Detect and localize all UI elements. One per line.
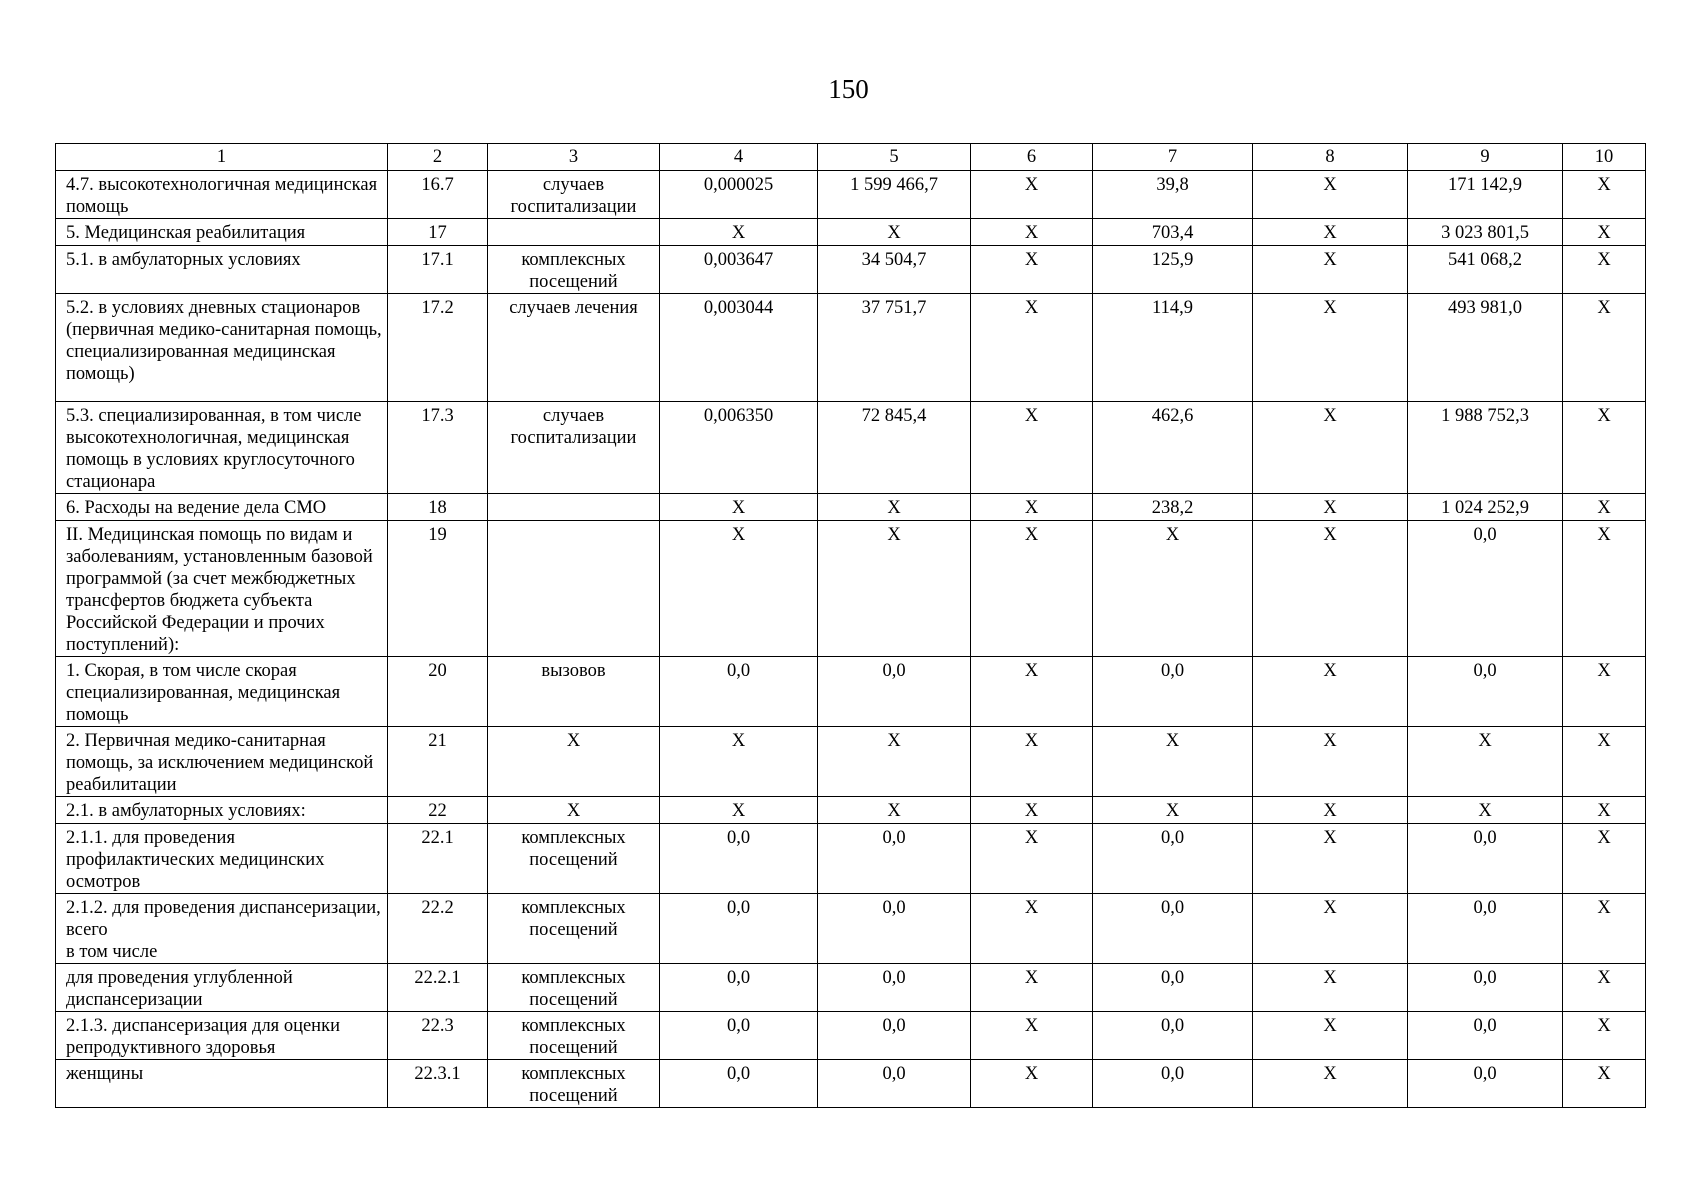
table-cell: 0,0: [818, 894, 971, 964]
row-name-cell: женщины: [56, 1060, 388, 1108]
table-cell: Х: [1093, 727, 1253, 797]
table-cell: 0,0: [1408, 657, 1563, 727]
table-cell: 22.3: [388, 1012, 488, 1060]
table-cell: 22.1: [388, 824, 488, 894]
table-cell: Х: [1253, 219, 1408, 246]
row-name-cell: 2.1.1. для проведения профилактических медицинских осмотров: [56, 824, 388, 894]
table-cell: случаев лечения: [488, 294, 660, 402]
table-row: [56, 964, 1646, 1012]
table-cell: 17.3: [388, 402, 488, 494]
column-header: 2: [388, 144, 488, 171]
table-cell: 17: [388, 219, 488, 246]
table-cell: 22.3.1: [388, 1060, 488, 1108]
table-cell: 114,9: [1093, 294, 1253, 402]
table-row: [56, 1060, 1646, 1108]
table-cell: 1 988 752,3: [1408, 402, 1563, 494]
table-cell: 703,4: [1093, 219, 1253, 246]
row-name-cell: 1. Скорая, в том числе скорая специализированная, медицинская помощь: [56, 657, 388, 727]
table-cell: Х: [1093, 521, 1253, 657]
table-cell: Х: [660, 521, 818, 657]
table-cell: Х: [1563, 964, 1646, 1012]
table-cell: Х: [1563, 797, 1646, 824]
table-cell: 125,9: [1093, 246, 1253, 294]
page-number: 150: [828, 74, 869, 104]
table-cell: 22.2.1: [388, 964, 488, 1012]
row-name-cell: 5.3. специализированная, в том числе высокотехнологичная, медицинская помощь в условиях круглосуточного стационара: [56, 402, 388, 494]
column-header: 8: [1253, 144, 1408, 171]
table-cell: Х: [660, 727, 818, 797]
table-cell: 0,0: [1093, 1060, 1253, 1108]
table-cell: Х: [1563, 727, 1646, 797]
table-cell: 16.7: [388, 171, 488, 219]
table-cell: 0,0: [1093, 1012, 1253, 1060]
row-name-cell: для проведения углубленной диспансеризации: [56, 964, 388, 1012]
table-cell: Х: [488, 797, 660, 824]
column-header: 4: [660, 144, 818, 171]
table-cell: Х: [1563, 294, 1646, 402]
table-cell: 0,0: [1408, 521, 1563, 657]
column-header: 1: [56, 144, 388, 171]
table-cell: 3 023 801,5: [1408, 219, 1563, 246]
table-cell: Х: [971, 824, 1093, 894]
table-cell: 462,6: [1093, 402, 1253, 494]
table-cell: 17.2: [388, 294, 488, 402]
table-cell: Х: [971, 246, 1093, 294]
table-cell: Х: [1563, 1012, 1646, 1060]
table-cell: Х: [1253, 246, 1408, 294]
row-name-cell: 2.1. в амбулаторных условиях:: [56, 797, 388, 824]
table-cell: Х: [1563, 219, 1646, 246]
table-cell: Х: [1253, 494, 1408, 521]
column-header: 6: [971, 144, 1093, 171]
table-cell: 0,000025: [660, 171, 818, 219]
table-cell: 493 981,0: [1408, 294, 1563, 402]
column-header: 7: [1093, 144, 1253, 171]
column-header: 9: [1408, 144, 1563, 171]
table-cell: Х: [1563, 246, 1646, 294]
row-name-cell: 5.1. в амбулаторных условиях: [56, 246, 388, 294]
table-cell: Х: [1253, 797, 1408, 824]
row-name-cell: II. Медицинская помощь по видам и заболеваниям, установленным базовой программой (за счет межбюджетных трансфертов бюджета субъекта Российской Федерации и прочих поступлений):: [56, 521, 388, 657]
table-cell: Х: [971, 521, 1093, 657]
table-cell: Х: [1563, 494, 1646, 521]
table-cell: комплексных посещений: [488, 824, 660, 894]
table-cell: Х: [488, 727, 660, 797]
table-cell: Х: [971, 657, 1093, 727]
table-cell: Х: [1253, 294, 1408, 402]
table-cell: 21: [388, 727, 488, 797]
table-cell: комплексных посещений: [488, 246, 660, 294]
table-cell: 1 024 252,9: [1408, 494, 1563, 521]
table-cell: 0,0: [1093, 824, 1253, 894]
row-name-cell: 2.1.3. диспансеризация для оценки репродуктивного здоровья: [56, 1012, 388, 1060]
table-cell: 0,0: [660, 657, 818, 727]
table-cell: 541 068,2: [1408, 246, 1563, 294]
header-row: [56, 144, 1646, 171]
table-cell: Х: [1563, 171, 1646, 219]
table-cell: комплексных посещений: [488, 894, 660, 964]
table-cell: Х: [1253, 964, 1408, 1012]
table-cell: 18: [388, 494, 488, 521]
table-cell: Х: [660, 219, 818, 246]
row-name-cell: 4.7. высокотехнологичная медицинская помощь: [56, 171, 388, 219]
row-name-cell: 2. Первичная медико-санитарная помощь, за исключением медицинской реабилитации: [56, 727, 388, 797]
table-cell: Х: [971, 797, 1093, 824]
table-cell: Х: [818, 521, 971, 657]
table-cell: 0,0: [1093, 964, 1253, 1012]
table-cell: 0,0: [660, 964, 818, 1012]
table-cell: Х: [1253, 727, 1408, 797]
table-row: [56, 246, 1646, 294]
table-body: [56, 171, 1646, 1108]
table-cell: Х: [1253, 1012, 1408, 1060]
table-cell: 22: [388, 797, 488, 824]
table-cell: Х: [971, 219, 1093, 246]
data-table: [55, 143, 1646, 1108]
table-cell: Х: [1093, 797, 1253, 824]
table-cell: Х: [971, 894, 1093, 964]
row-name-cell: 6. Расходы на ведение дела СМО: [56, 494, 388, 521]
table-cell: комплексных посещений: [488, 1012, 660, 1060]
table-row: [56, 402, 1646, 494]
table-cell: случаев госпитализации: [488, 402, 660, 494]
table-cell: 0,0: [818, 824, 971, 894]
table-cell: 72 845,4: [818, 402, 971, 494]
table-cell: 22.2: [388, 894, 488, 964]
table-cell: Х: [1253, 894, 1408, 964]
table-cell: 0,003044: [660, 294, 818, 402]
table-cell: 0,0: [1408, 1012, 1563, 1060]
table-cell: 0,0: [818, 1012, 971, 1060]
table-cell: [488, 494, 660, 521]
table-cell: Х: [1563, 894, 1646, 964]
table-cell: 0,0: [1093, 894, 1253, 964]
table-cell: Х: [818, 797, 971, 824]
table-cell: 37 751,7: [818, 294, 971, 402]
table-cell: Х: [1253, 657, 1408, 727]
table-cell: Х: [1253, 521, 1408, 657]
table-cell: 0,0: [1408, 964, 1563, 1012]
table-cell: 0,0: [660, 1060, 818, 1108]
table-row: [56, 294, 1646, 402]
table-cell: 238,2: [1093, 494, 1253, 521]
table-cell: Х: [1563, 1060, 1646, 1108]
row-name-cell: 5. Медицинская реабилитация: [56, 219, 388, 246]
table-cell: 0,0: [818, 964, 971, 1012]
table-cell: 20: [388, 657, 488, 727]
table-row: [56, 494, 1646, 521]
table-cell: Х: [818, 727, 971, 797]
table-cell: случаев госпитализации: [488, 171, 660, 219]
table-cell: Х: [660, 797, 818, 824]
table-cell: Х: [1563, 824, 1646, 894]
table-cell: Х: [1563, 402, 1646, 494]
table-cell: Х: [971, 1060, 1093, 1108]
table-row: [56, 797, 1646, 824]
table-cell: комплексных посещений: [488, 964, 660, 1012]
table-cell: Х: [818, 219, 971, 246]
table-cell: 39,8: [1093, 171, 1253, 219]
table-row: [56, 824, 1646, 894]
table-cell: Х: [971, 727, 1093, 797]
table-cell: Х: [1253, 824, 1408, 894]
table-cell: Х: [971, 402, 1093, 494]
table-cell: Х: [1408, 727, 1563, 797]
column-header: 10: [1563, 144, 1646, 171]
table-cell: 0,0: [1408, 824, 1563, 894]
table-cell: 0,006350: [660, 402, 818, 494]
table-cell: 0,0: [660, 1012, 818, 1060]
table-cell: 171 142,9: [1408, 171, 1563, 219]
table-cell: Х: [1253, 402, 1408, 494]
table-cell: [488, 521, 660, 657]
table-cell: Х: [1563, 521, 1646, 657]
table-row: [56, 657, 1646, 727]
table-cell: вызовов: [488, 657, 660, 727]
table-cell: 0,0: [1408, 894, 1563, 964]
table-cell: 0,003647: [660, 246, 818, 294]
table-cell: [488, 219, 660, 246]
table-cell: 0,0: [818, 657, 971, 727]
row-name-cell: 2.1.2. для проведения диспансеризации, всего в том числе: [56, 894, 388, 964]
table-row: [56, 727, 1646, 797]
table-cell: Х: [971, 294, 1093, 402]
table-row: [56, 219, 1646, 246]
table-cell: Х: [971, 171, 1093, 219]
table-row: [56, 521, 1646, 657]
table-cell: Х: [1253, 171, 1408, 219]
table-cell: 19: [388, 521, 488, 657]
table-cell: Х: [660, 494, 818, 521]
table-cell: Х: [1253, 1060, 1408, 1108]
table-row: [56, 1012, 1646, 1060]
table-cell: 0,0: [1093, 657, 1253, 727]
table-cell: Х: [971, 494, 1093, 521]
row-name-cell: 5.2. в условиях дневных стационаров (первичная медико-санитарная помощь, специализированная медицинская помощь): [56, 294, 388, 402]
table-row: [56, 894, 1646, 964]
table-cell: Х: [818, 494, 971, 521]
table-row: [56, 171, 1646, 219]
table-cell: 0,0: [660, 824, 818, 894]
table-cell: Х: [1408, 797, 1563, 824]
table-cell: Х: [971, 1012, 1093, 1060]
table-cell: 0,0: [818, 1060, 971, 1108]
column-header: 3: [488, 144, 660, 171]
table-cell: 0,0: [660, 894, 818, 964]
table-cell: комплексных посещений: [488, 1060, 660, 1108]
table-cell: 1 599 466,7: [818, 171, 971, 219]
table-cell: 0,0: [1408, 1060, 1563, 1108]
table-cell: Х: [1563, 657, 1646, 727]
table-cell: Х: [971, 964, 1093, 1012]
table-cell: 17.1: [388, 246, 488, 294]
table-cell: 34 504,7: [818, 246, 971, 294]
column-header: 5: [818, 144, 971, 171]
